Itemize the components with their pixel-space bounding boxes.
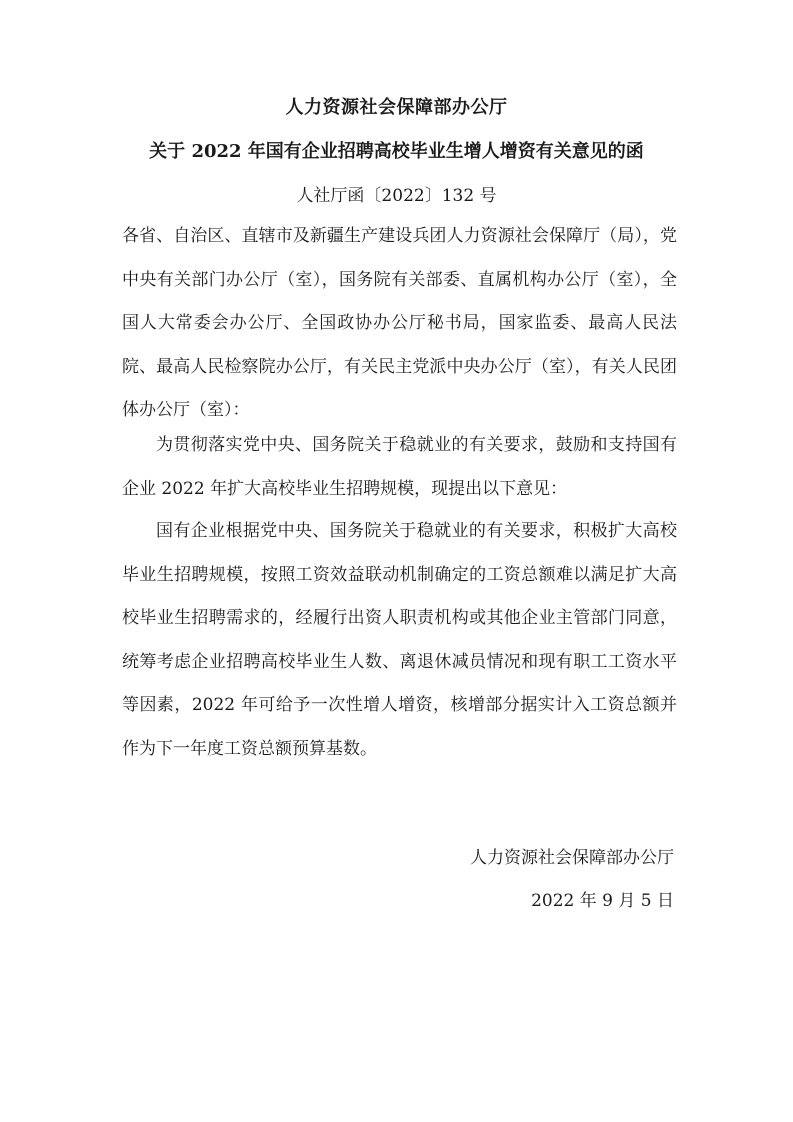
document-number: 人社厅函〔2022〕132 号 [296, 186, 497, 206]
subject-title: 关于 2022 年国有企业招聘高校毕业生增人增资有关意见的函 [149, 141, 644, 162]
issuer-title: 人力资源社会保障部办公厅 [285, 97, 508, 118]
body-paragraph: 国有企业根据党中央、国务院关于稳就业的有关要求，积极扩大高校毕业生招聘规模，按照工资效益联动机制确定的工资总额难以满足扩大高校毕业生招聘需求的，经履行出资人职责机构或其他企业主管部门同意，统筹考虑企业招聘高校毕业生人数、离退休减员情况和现有职工工资水平等因素，2022 年可给予一次性增人增资，核增部分据实计入工资总额并作为下一年度工资总额预算基数。 [122, 521, 677, 759]
signature-date: 2022 年 9 月 5 日 [531, 891, 674, 911]
addressee-list: 各省、自治区、直辖市及新疆生产建设兵团人力资源社会保障厅（局），党中央有关部门办公厅（室），国务院有关部委、直属机构办公厅（室），全国人大常委会办公厅、全国政协办公厅秘书局，国家监委、最高人民法院、最高人民检察院办公厅，有关民主党派中央办公厅（室），有关人民团体办公厅（室）： [122, 226, 677, 420]
signature-organization: 人力资源社会保障部办公厅 [470, 848, 674, 868]
body-paragraph: 为贯彻落实党中央、国务院关于稳就业的有关要求，鼓励和支持国有企业 2022 年扩大高校毕业生招聘规模，现提出以下意见： [122, 435, 677, 499]
